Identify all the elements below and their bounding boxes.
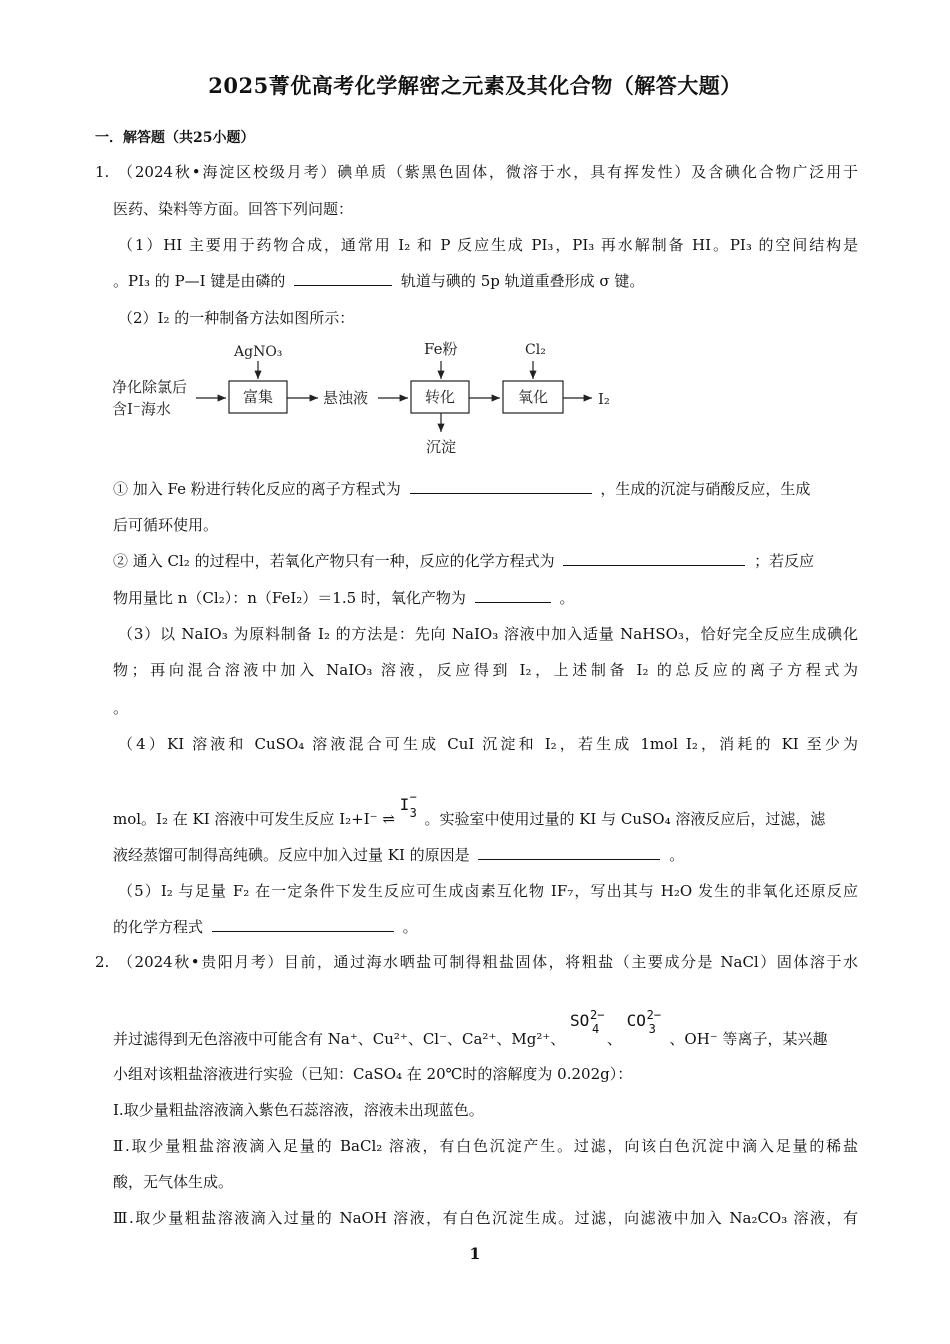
q1-part4-text-d: 。 xyxy=(669,846,685,864)
answer-blank[interactable] xyxy=(294,271,392,286)
question-2-note: 小组对该粗盐溶液进行实验（已知：CaSO₄ 在 20℃时的溶解度为 0.202g）： xyxy=(113,1065,633,1083)
document-title: 2025菁优高考化学解密之元素及其化合物（解答大题） xyxy=(208,73,742,98)
flow-box-oxidize-label: 氧化 xyxy=(517,388,549,406)
flow-reagent-fe: Fe粉 xyxy=(424,340,458,358)
q1-part2-2-text-d: 。 xyxy=(559,589,575,607)
q1-part2-2-cont xyxy=(113,587,574,609)
q1-part1-text-a: 。PI₃ 的 P—I 键是由磷的 xyxy=(113,272,286,290)
q1-part1-cont xyxy=(113,270,644,292)
q1-part4: （4）KI 溶液和 CuSO₄ 溶液混合可生成 CuI 沉淀和 I₂，若生成 1mol I₂，消耗的 KI 至少为 xyxy=(118,735,858,753)
flow-precipitate: 沉淀 xyxy=(426,438,457,456)
q1-part1: （1）HI 主要用于药物合成，通常用 I₂ 和 P 反应生成 PI₃，PI₃ 再水解制备 HI。PI₃ 的空间结构是 xyxy=(118,236,858,254)
q1-part2-2 xyxy=(113,550,814,572)
q1-part5-text-a: 的化学方程式 xyxy=(113,918,204,936)
q2-step-2-cont: 酸，无气体生成。 xyxy=(113,1173,234,1191)
q1-part2-1-text-b: ，生成的沉淀与硝酸反应，生成 xyxy=(600,480,811,498)
q1-part2-1 xyxy=(113,478,810,500)
q1-part1-text-b: 轨道与碘的 5p 轨道重叠形成 σ 键。 xyxy=(400,272,645,290)
q1-part4-text-a: mol。I₂ 在 KI 溶液中可发生反应 I₂+I⁻ ⇌ xyxy=(113,810,395,828)
q1-part2-1-cont: 后可循环使用。 xyxy=(113,516,219,534)
q1-part5-text-b: 。 xyxy=(402,918,418,936)
q1-part2-2-text-a: ② 通入 Cl₂ 的过程中，若氧化产物只有一种，反应的化学方程式为 xyxy=(113,552,555,570)
question-1-intro: （2024秋•海淀区校级月考）碘单质（紫黑色固体，微溶于水，具有挥发性）及含碘化合物广泛用于 xyxy=(118,163,858,181)
q2-step-1: Ⅰ.取少量粗盐溶液滴入紫色石蕊溶液，溶液未出现蓝色。 xyxy=(113,1101,484,1119)
section-heading: 一．解答题（共25小题） xyxy=(95,130,255,146)
triiodide-ion: I − 3 xyxy=(399,790,417,820)
question-1-intro-cont: 医药、染料等方面。回答下列问题： xyxy=(113,200,354,218)
flow-diagram xyxy=(108,334,628,464)
page-number: 1 xyxy=(469,1244,481,1263)
question-1-number: 1. xyxy=(95,163,110,181)
answer-blank[interactable] xyxy=(212,917,394,932)
q1-part2-2-text-c: 物用量比 n（Cl₂）：n（FeI₂）＝1.5 时，氧化产物为 xyxy=(113,589,466,607)
q2-ions-text-a: 并过滤得到无色溶液中可能含有 Na⁺、Cu²⁺、Cl⁻、Ca²⁺、Mg²⁺、 xyxy=(113,1030,566,1048)
q1-part4-end xyxy=(113,844,684,866)
q1-part3: （3）以 NaIO₃ 为原料制备 I₂ 的方法是：先向 NaIO₃ 溶液中加入适量 NaHSO₃，恰好完全反应生成碘化 xyxy=(118,625,858,643)
q1-part4-cont xyxy=(113,790,826,830)
q1-part5: （5）I₂ 与足量 F₂ 在一定条件下发生反应可生成卤素互化物 IF₇，写出其与 H₂O 发生的非氧化还原反应 xyxy=(118,882,858,900)
flow-reagent-agno3: AgNO₃ xyxy=(234,344,283,360)
answer-blank[interactable] xyxy=(475,588,551,603)
q1-part4-text-b: 。实验室中使用过量的 KI 与 CuSO₄ 溶液反应后，过滤，滤 xyxy=(424,810,826,828)
q2-step-3: Ⅲ.取少量粗盐溶液滴入过量的 NaOH 溶液，有白色沉淀生成。过滤，向滤液中加入 Na₂CO₃ 溶液，有 xyxy=(113,1209,858,1227)
sulfate-ion: SO 2− 4 xyxy=(570,1008,605,1036)
q1-part3-end: 。 xyxy=(113,699,129,717)
answer-blank[interactable] xyxy=(478,845,660,860)
flow-source-line1: 净化除氯后 xyxy=(112,378,188,396)
q2-ions-text-b: 、OH⁻ 等离子，某兴趣 xyxy=(669,1030,828,1048)
flow-suspension: 悬浊液 xyxy=(323,389,369,407)
q1-part2-1-text-a: ① 加入 Fe 粉进行转化反应的离子方程式为 xyxy=(113,480,401,498)
q2-step-2: Ⅱ.取少量粗盐溶液滴入足量的 BaCl₂ 溶液，有白色沉淀产生。过滤，向该白色沉淀中滴入足量的稀盐 xyxy=(113,1137,858,1155)
q2-ions-separator: 、 xyxy=(606,1030,622,1048)
answer-blank[interactable] xyxy=(563,551,745,566)
q1-part3-cont: 物；再向混合溶液中加入 NaIO₃ 溶液，反应得到 I₂，上述制备 I₂ 的总反应的离子方程式为 xyxy=(113,661,858,679)
flow-product: I₂ xyxy=(598,390,610,408)
flow-source-line2: 含I⁻海水 xyxy=(112,400,171,418)
flow-reagent-cl2: Cl₂ xyxy=(525,342,546,358)
flow-box-enrich-label: 富集 xyxy=(242,388,274,406)
answer-blank[interactable] xyxy=(410,479,592,494)
q1-part5-cont xyxy=(113,916,418,938)
q1-part4-text-c: 液经蒸馏可制得高纯碘。反应中加入过量 KI 的原因是 xyxy=(113,846,470,864)
q1-part2: （2）I₂ 的一种制备方法如图所示： xyxy=(118,309,355,327)
q1-part2-2-text-b: ；若反应 xyxy=(754,552,815,570)
question-2-number: 2. xyxy=(95,953,110,971)
carbonate-ion: CO 2− 3 xyxy=(626,1008,662,1036)
question-2-ions xyxy=(113,1008,828,1050)
flow-box-convert-label: 转化 xyxy=(424,388,456,406)
question-2-intro: （2024秋•贵阳月考）目前，通过海水晒盐可制得粗盐固体，将粗盐（主要成分是 NaCl）固体溶于水 xyxy=(118,953,858,971)
